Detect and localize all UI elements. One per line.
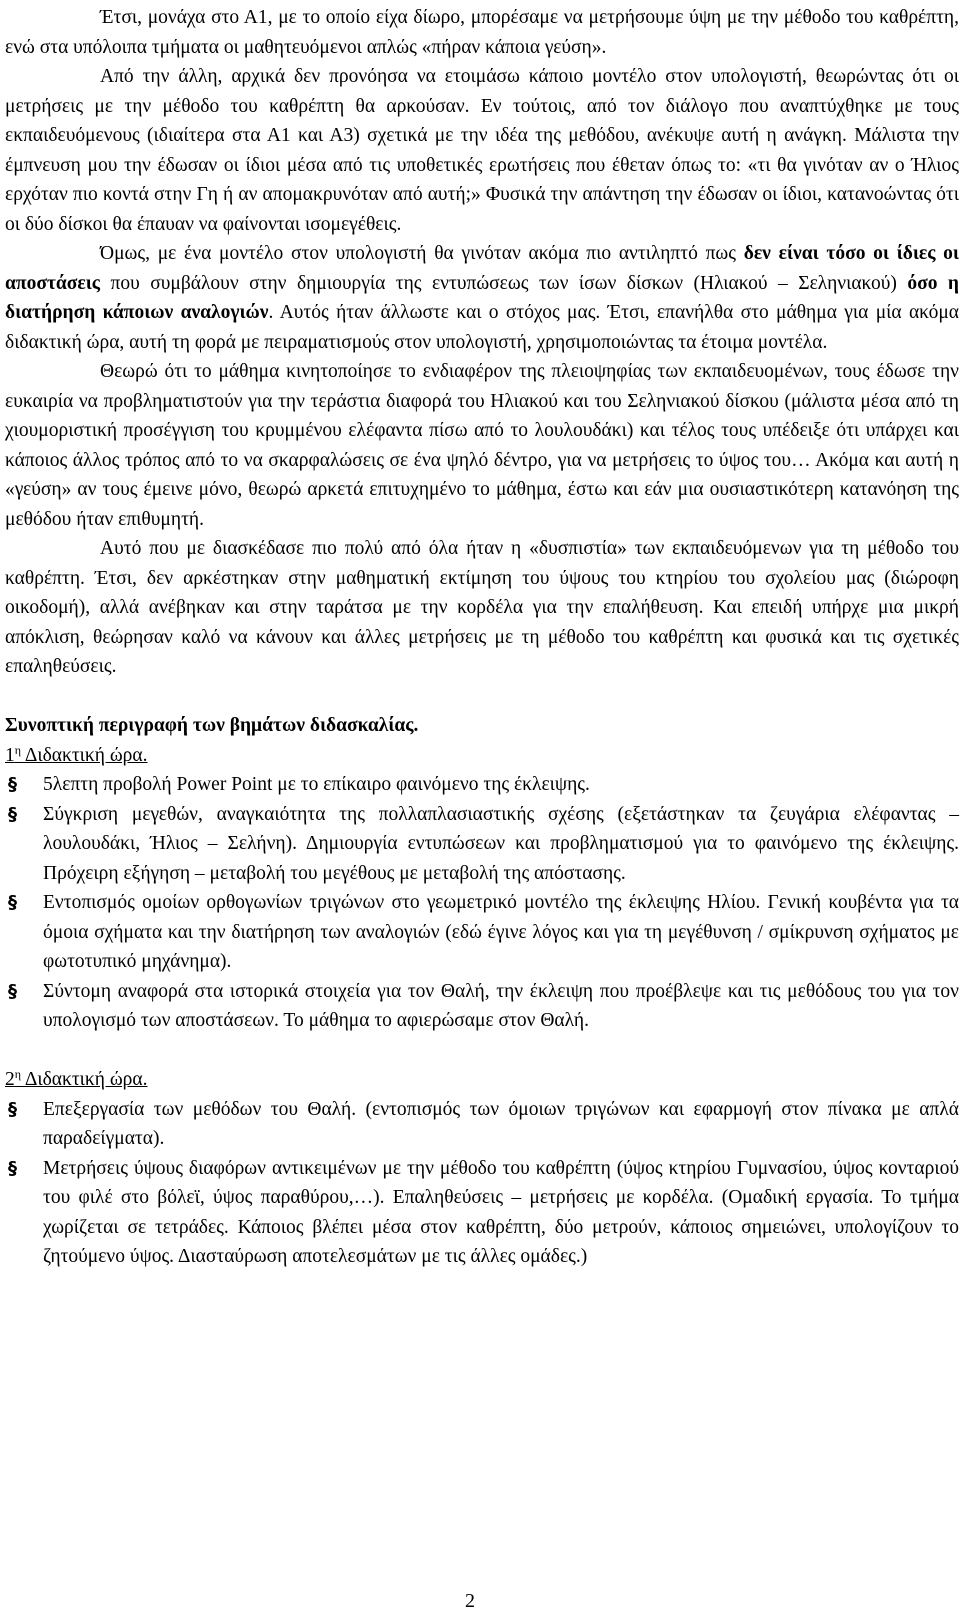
blank-line — [5, 682, 959, 712]
section-sign-icon: § — [8, 892, 17, 913]
session-1-list — [5, 770, 959, 1036]
list-item-text: Εντοπισμός ομοίων ορθογωνίων τριγώνων στο γεωμετρικό μοντέλο της έκλειψης Ηλίου. Γενική κουβέντα για τα όμοια σχήματα και την διατήρηση των αναλογιών (εδώ έγινε λόγος και για τη μεγέθυνση / σμίκρυνση σχήματος με φωτοτυπικό μηχάνημα). — [43, 892, 959, 972]
session-2-number: 2 — [5, 1069, 15, 1090]
section-sign-icon: § — [8, 774, 17, 795]
list-item — [5, 800, 959, 889]
section-sign-icon: § — [8, 803, 17, 825]
document-page — [5, 3, 959, 1272]
list-item-text: Σύντομη αναφορά στα ιστορικά στοιχεία για τον Θαλή, την έκλειψη που προέβλεψε και τις μεθόδους του για τον υπολογισμό των αποστάσεων. Το μάθημα το αφιερώσαμε στον Θαλή. — [43, 980, 959, 1031]
list-item — [5, 888, 959, 977]
paragraph-3-text-c: που συμβάλουν στην δημιουργία της εντυπώσεως των ίσων δίσκων (Ηλιακού – Σεληνιακού) — [100, 272, 908, 294]
list-item — [5, 977, 959, 1036]
blank-line — [5, 1036, 959, 1066]
session-1-title-text: Διδακτική ώρα. — [21, 744, 148, 766]
paragraph-4: Θεωρώ ότι το μάθημα κινητοποίησε το ενδιαφέρον της πλειοψηφίας των εκπαιδευομένων, τους έδωσε την ευκαιρία να προβληματιστούν για την τεράστια διαφορά του Ηλιακού και του Σεληνιακού δίσκου (μάλιστα μέσα από τη χιουμοριστική προσέγγιση του κρυμμένου ελέφαντα πίσω από το λουλουδάκι) και τέλος τους υπέδειξε ότι υπάρχει και κάποιος άλλος τρόπος από το να σκαρφαλώσεις σε ένα ψηλό δέντρο, για να μετρήσεις το ύψος του… Ακόμα και αυτή η «γεύση» αν τους έμεινε μόνο, θεωρώ αρκετά επιτυχημένο το μάθημα, έστω και εάν μια ουσιαστικότερη κατανόηση της μεθόδου ήταν επιθυμητή. — [5, 361, 959, 530]
session-1-title — [5, 741, 959, 771]
session-1-superscript: η — [14, 742, 22, 757]
session-2-title-text: Διδακτική ώρα. — [21, 1069, 148, 1090]
paragraph-3-text-e: . Αυτός ήταν άλλωστε και ο στόχος μας. Έτσι, επανήλθα στο μάθημα για μία ακόμα διδακτική ώρα, αυτή τη φορά με πειραματισμούς στον υπολογιστή, χρησιμοποιώντας τα έτοιμα μοντέλα. — [5, 302, 959, 353]
page-number: 2 — [465, 1590, 475, 1612]
paragraph-1: Έτσι, μονάχα στο Α1, με το οποίο είχα δίωρο, μπορέσαμε να μετρήσουμε ύψη με την μέθοδο του καθρέπτη, ενώ στα υπόλοιπα τμήματα οι μαθητευόμενοι απλώς «πήραν κάποια γεύση». — [5, 7, 959, 58]
summary-heading: Συνοπτική περιγραφή των βημάτων διδασκαλίας. — [5, 715, 419, 736]
paragraph-2: Από την άλλη, αρχικά δεν προνόησα να ετοιμάσω κάποιο μοντέλο στον υπολογιστή, θεωρώντας ότι οι μετρήσεις με την μέθοδο του καθρέπτη θα αρκούσαν. Εν τούτοις, από τον διάλογο που αναπτύχθηκε με τους εκπαιδευόμενους (ιδιαίτερα στα Α1 και Α3) σχετικά με την ιδέα της μεθόδου, ανέκυψε αυτή η ανάγκη. Μάλιστα την έμπνευση μου την έδωσαν οι ίδιοι μέσα από τις υποθετικές ερωτήσεις που έθεταν όπως το: «τι θα γινόταν αν ο Ήλιος ερχόταν πιο κοντά στην Γη ή αν απομακρυνόταν από αυτή;» Φυσικά την απάντηση την έδωσαν οι ίδιοι, κατανοώντας ότι οι δύο δίσκοι θα έπαυαν να φαίνονται ισομεγέθεις. — [5, 66, 959, 235]
section-sign-icon: § — [8, 1098, 17, 1120]
session-2-list — [5, 1095, 959, 1272]
list-item-text: 5λεπτη προβολή Power Point με το επίκαιρο φαινόμενο της έκλειψης. — [43, 774, 590, 795]
section-sign-icon: § — [8, 980, 17, 1002]
paragraph-5: Αυτό που με διασκέδασε πιο πολύ από όλα ήταν η «δυσπιστία» των εκπαιδευόμενων για τη μέθοδο του καθρέπτη. Έτσι, δεν αρκέστηκαν στην μαθηματική εκτίμηση του ύψους του κτηρίου του σχολείου μας (διώροφη οικοδομή), αλλά ανέβηκαν και στην ταράτσα με την κορδέλα για την επαλήθευση. Και επειδή υπήρχε μια μικρή απόκλιση, θεώρησαν καλό να κάνουν και άλλες μετρήσεις με τη μέθοδο του καθρέπτη και φυσικά και τις σχετικές επαληθεύσεις. — [5, 538, 959, 677]
session-2-superscript: η — [14, 1067, 22, 1081]
paragraph-3 — [5, 239, 959, 357]
list-item — [5, 1095, 959, 1154]
list-item-text: Μετρήσεις ύψους διαφόρων αντικειμένων με την μέθοδο του καθρέπτη (ύψος κτηρίου Γυμνασίου, ύψος κονταριού του φιλέ στο βόλεϊ, ύψος παραθύρου,…). Επαληθεύσεις – μετρήσεις με κορδέλα. (Ομαδική εργασία. Το τμήμα χωρίζεται σε τετράδες. Κάποιος βλέπει μέσα στον καθρέπτη, δύο μετρούν, κάποιος σημειώνει, υπολογίζουν το ζητούμενο ύψος. Διασταύρωση αποτελεσμάτων με τις άλλες ομάδες.) — [43, 1157, 959, 1267]
paragraph-3-bold-a: δεν είναι τόσο οι ίδιες οι αποστάσεις — [5, 243, 959, 294]
session-1-number: 1 — [5, 744, 15, 766]
list-item — [5, 1154, 959, 1272]
session-2-title — [5, 1065, 959, 1095]
section-sign-icon: § — [8, 1157, 17, 1179]
list-item — [5, 770, 959, 800]
paragraph-3-bold-d: όσο η διατήρηση κάποιων αναλογιών — [5, 272, 960, 323]
list-item-text: Σύγκριση μεγεθών, αναγκαιότητα της πολλαπλασιαστικής σχέσης (εξετάστηκαν τα ζευγάρια ελέφαντας – λουλουδάκι, Ήλιος – Σελήνη). Δημιουργία εντυπώσεων και προβληματισμού για το φαινόμενο της έκλειψης. Πρόχειρη εξήγηση – μεταβολή του μεγέθους με μεταβολή της απόστασης. — [43, 803, 959, 884]
list-item-text: Επεξεργασία των μεθόδων του Θαλή. (εντοπισμός των όμοιων τριγώνων και εφαρμογή στον πίνακα με απλά παραδείγματα). — [43, 1098, 959, 1149]
paragraph-3-text-a: Όμως, με ένα μοντέλο στον υπολογιστή θα γινόταν ακόμα πιο αντιληπτό πως — [100, 243, 744, 264]
